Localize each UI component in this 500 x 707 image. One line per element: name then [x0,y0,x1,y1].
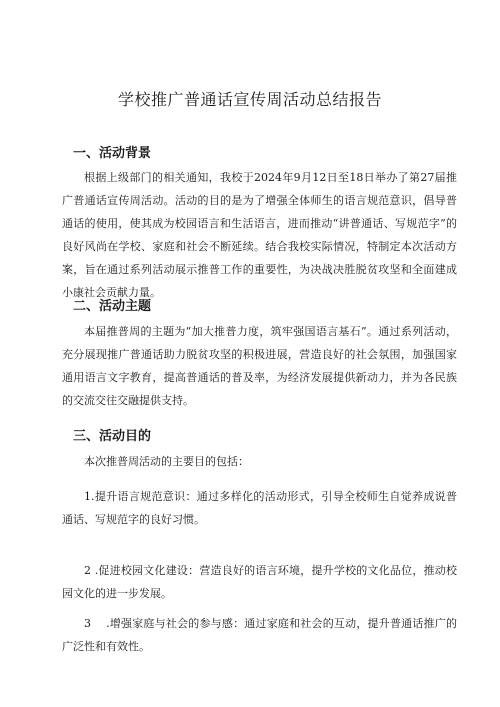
paragraph-purpose-intro: 本次推普周活动的主要目的包括： [84,455,249,468]
section-heading-theme: 二、活动主题 [73,299,152,314]
list-item-purpose-3: 3 .增强家庭与社会的参与感：通过家庭和社会的互动，提升普通话推广的广泛性和有效性。 [62,617,457,653]
section-heading-background: 一、活动背景 [73,146,152,161]
list-item-purpose-2: 2 .促进校园文化建设：营造良好的语言环境，提升学校的文化品位，推动校园文化的进一步发展。 [62,564,457,600]
section-heading-purpose: 三、活动目的 [73,429,152,444]
paragraph-background: 根据上级部门的相关通知，我校于2024年9月12日至18日举办了第27届推广普通话宣传周活动。活动的目的是为了增强全体师生的语言规范意识，倡导普通话的使用，使其成为校园语言和生活语言，进而推动“讲普通话、写规范字”的良好风尚在学校、家庭和社会不断延续。结合我校实际情况，特制定本次活动方案，旨在通过系列活动展示推普工作的重要性，为决战决胜脱贫攻坚和全面建成小康社会贡献力量。 [62,171,457,299]
paragraph-theme: 本届推普周的主题为“加大推普力度，筑牢强国语言基石”。通过系列活动，充分展现推广普通话助力脱贫攻坚的积极进展，营造良好的社会氛围，加强国家通用语言文字教育，提高普通话的普及率，为经济发展提供新动力，并为各民族的交流交往交融提供支持。 [62,325,457,407]
list-item-purpose-1: 1.提升语言规范意识：通过多样化的活动形式，引导全校师生自觉养成说普通话、写规范字的良好习惯。 [62,490,457,526]
document-title: 学校推广普通话宣传周活动总结报告 [117,90,382,109]
